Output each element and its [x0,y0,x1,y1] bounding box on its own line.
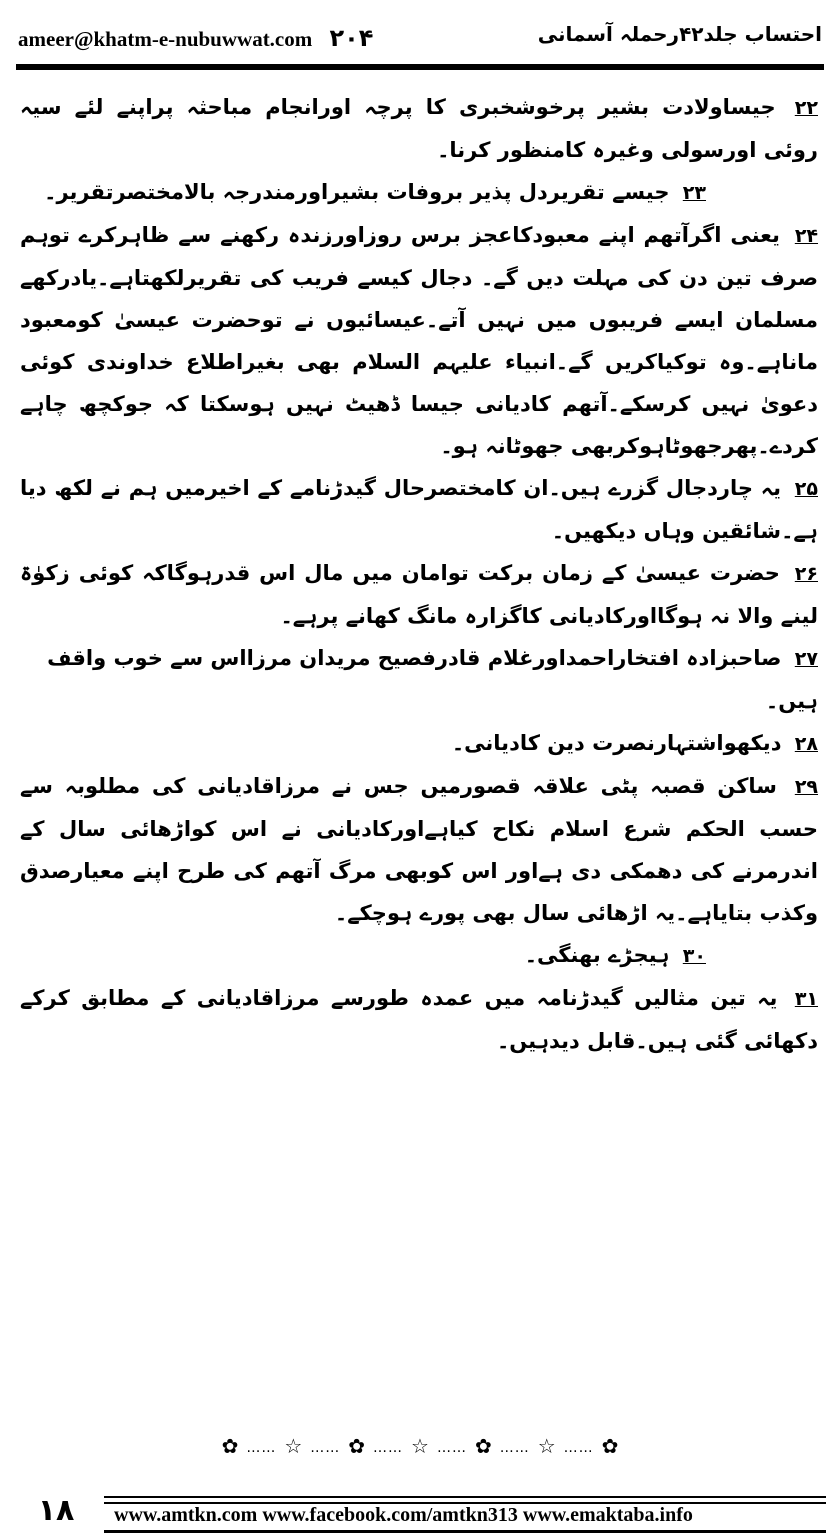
footnote-number: ۳۰ [682,945,706,967]
footnote-31 [20,977,818,1062]
footnote-number: ۲۲ [794,97,818,119]
dots-divider: …… [373,1439,404,1456]
section-ornament [0,1434,840,1458]
footnote-30 [20,934,818,977]
flower-icon: ✿ [474,1434,492,1458]
footnote-29 [20,765,818,934]
email-text: ameer@khatm-e-nubuwwat.com [18,27,313,51]
footnote-number: ۲۸ [794,733,818,755]
footer-links: www.amtkn.com www.facebook.com/amtkn313 www.emaktaba.info [114,1504,693,1526]
footnote-text: یعنی اگرآتھم اپنے معبودکاعجز برس روزاورزندہ رکھنے سے ظاہرکرے توہم صرف تین دن کی مہلت دیں گے۔ دجال کیسے فریب کی تقریرلکھتاہے۔یادرکھے مسلمان ایسے فریبوں میں نہیں آتے۔عیسائیوں نے توحضرت عیسیٰ کومعبود ماناہے۔وہ توکیاکریں گے۔انبیاء علیہم السلام بھی بغیراطلاع خداوندی کوئی دعویٰ نہیں کرسکے۔آتھم کادیانی جیسا ڈھیٹ نہیں ہوسکتا کہ جوکچھ چاہے کردے۔پھرجھوٹاہوکربھی جھوٹانہ ہو۔ [20,223,818,458]
star-icon: ☆ [411,1434,429,1458]
footnote-text: یہ تین مثالیں گیدڑنامہ میں عمدہ طورسے مرزاقادیانی کے مطابق کرکے دکھائی گئی ہیں۔قابل دیدہیں۔ [20,986,818,1053]
footnotes [20,86,818,1062]
footnote-text: صاحبزادہ افتخاراحمداورغلام قادرفصیح مریدان مرزااس سے خوب واقف ہیں۔ [47,646,818,713]
footnote-24 [20,214,818,467]
footnote-text: ہیجڑے بھنگی۔ [524,943,670,967]
footnote-text: جیسے تقریردل پذیر بروفات بشیراورمندرجہ بالامختصرتقریر۔ [44,180,670,204]
dots-divider: …… [563,1439,594,1456]
footer-rule [104,1530,826,1533]
footnote-text: دیکھواشتہارنصرت دین کادیانی۔ [451,731,782,755]
footnote-number: ۲۹ [794,776,819,798]
star-icon: ☆ [537,1434,556,1458]
footnote-text: حضرت عیسیٰ کے زمان برکت توامان میں مال اس قدرہوگاکہ کوئی زکوٰۃ لینے والا نہ ہوگااورکادیانی کاگزارہ مانگ کھانے پرہے۔ [20,561,818,628]
footnote-number: ۲۴ [794,225,819,247]
footnote-28 [20,722,818,765]
star-icon: ☆ [284,1434,303,1458]
footnote-25 [20,467,818,552]
footnote-number: ۲۶ [794,563,818,585]
dots-divider: …… [499,1439,530,1456]
footnote-text: ساکن قصبہ پٹی علاقہ قصورمیں جس نے مرزاقادیانی کی مطلوبہ سے حسب الحکم شرع اسلام نکاح کیاہےاورکادیانی نے اس کواڑھائی سال کے اندرمرنے کی دھمکی دی ہےاور اس کوبھی مرگ آتھم کی طرح اپنے معیارصدق وکذب بتایاہے۔یہ اڑھائی سال بھی پورے ہوچکے۔ [20,774,818,925]
footnote-text: جیساولادت بشیر پرخوشخبری کا پرچہ اورانجام مباحثہ پراپنے لئے سیہ روئی اورسولی وغیرہ کامنظور کرنا۔ [20,95,818,162]
footnote-27 [20,637,818,722]
footnote-text: یہ چاردجال گزرے ہیں۔ان کامختصرحال گیدڑنامے کے اخیرمیں ہم نے لکھ دیا ہے۔شائقین وہاں دیکھیں۔ [20,476,818,543]
footnote-22 [20,86,818,171]
dots-divider: …… [246,1439,277,1456]
footnote-number: ۳۱ [794,988,819,1010]
header-rule [16,64,824,70]
footnote-23 [20,171,818,214]
header-page-number: ۲۰۴ [329,24,374,52]
footnote-number: ۲۳ [682,182,706,204]
header-email [18,24,373,52]
flower-icon: ✿ [348,1434,366,1458]
flower-icon: ✿ [601,1434,619,1458]
footer-page-number: ۱۸ [37,1493,75,1528]
footnote-26 [20,552,818,637]
page-header [18,18,822,58]
footnote-number: ۲۷ [794,648,818,670]
book-title: احتساب جلد۴۲رحملہ آسمانی [537,22,822,46]
flower-icon: ✿ [221,1434,239,1458]
dots-divider: …… [310,1439,341,1456]
page-footer [14,1494,826,1530]
footnote-number: ۲۵ [794,478,818,500]
dots-divider: …… [436,1439,467,1456]
footer-rule [104,1496,826,1498]
